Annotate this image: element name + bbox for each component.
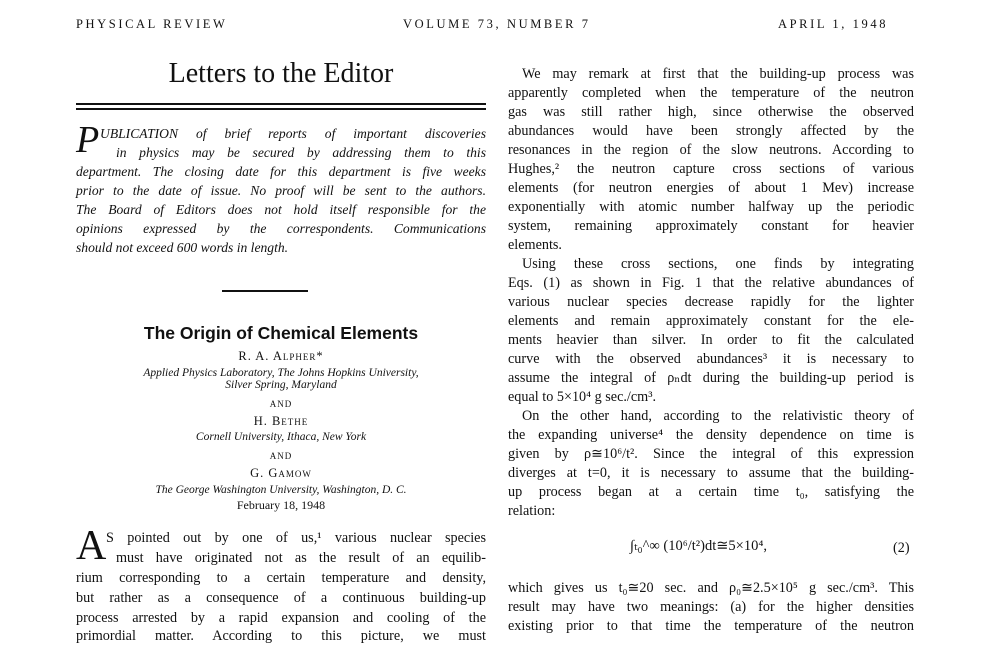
text-line: On the other hand, according to the relativistic theory of [522,408,914,424]
text-line: existing prior to that time the temperature of the neutron [508,618,914,634]
body-line: process arrested by a rapid expansion and cooling of the [76,610,486,626]
text-line: abundances would have been strongly affected by the [508,123,914,139]
text-line: We may remark at first that the building-up process was [522,66,914,82]
body-line: S pointed out by one of us,¹ various nuclear species [106,530,486,546]
equation: ∫ₜ₀^∞ (10⁶/t²)dt≅5×10⁴, [630,538,768,554]
section-title: Letters to the Editor [168,58,394,89]
text-line: apparently completed when the temperature of the neutron [508,85,914,101]
text-line: which gives us t₀≅20 sec. and ρ₀≅2.5×10⁵ g sec./cm³. This [508,580,914,596]
text-line: elements and remain approximately constant for the ele- [508,313,914,329]
author-affiliation: Cornell University, Ithaca, New York [195,431,367,443]
text-line: exponentially with atomic number halfway up the periodic [508,199,914,215]
author-name: R. A. Alpher* [238,349,324,363]
text-line: diverges at t=0, it is necessary to assume that the building- [508,465,914,481]
title-rule-top [76,103,486,105]
intro-line: in physics may be secured by addressing them to this [116,145,486,160]
intro-line: UBLICATION of brief reports of important discoveries [100,126,486,141]
text-line: Eqs. (1) as shown in Fig. 1 that the relative abundances of [508,275,914,291]
text-line: various nuclear species decrease rapidly for the lighter [508,294,914,310]
text-line: given by ρ≅10⁶/t². Since the integral of this expression [508,446,914,462]
intro-line: department. The closing date for this department is five weeks [76,164,486,179]
intro-line: should not exceed 600 words in length. [76,240,289,255]
author-affiliation: Silver Spring, Maryland [225,379,337,391]
issue-date: APRIL 1, 1948 [778,17,889,31]
author-affiliation: The George Washington University, Washington, D. C. [155,484,407,496]
journal-name: PHYSICAL REVIEW [76,17,228,31]
and-separator: AND [269,399,293,409]
separator-rule [222,290,308,292]
intro-line: The Board of Editors does not hold itself responsible for the [76,202,486,217]
text-line: elements (for neutron energies of about 1 Mev) increase [508,180,914,196]
text-line: assume the integral of ρₙdt during the building-up period is [508,370,914,386]
text-line: elements. [508,237,562,253]
article-title: The Origin of Chemical Elements [143,323,419,343]
volume-info: VOLUME 73, NUMBER 7 [403,17,591,31]
body-line: rium corresponding to a certain temperature and density, [76,570,486,586]
text-line: curve with the observed abundances³ it is necessary to [508,351,914,367]
body-dropcap: A [76,523,107,569]
text-line: system, remaining approximately constant for heavier [508,218,914,234]
text-line: ments heavier than silver. In order to fit the calculated [508,332,914,348]
intro-line: opinions expressed by the correspondents. Communications [76,221,486,236]
text-line: Hughes,² the neutron capture cross sections of various [508,161,914,177]
body-line: primordial matter. According to this picture, we must [76,628,486,644]
text-line: result may have two meanings: (a) for the higher densities [508,599,914,615]
author-name: G. Gamow [250,466,312,480]
title-rule-bottom [76,108,486,110]
intro-dropcap: P [76,119,100,161]
text-line: equal to 5×10⁴ g sec./cm³. [508,389,657,405]
author-affiliation: Applied Physics Laboratory, The Johns Hopkins University, [143,367,419,379]
author-name: H. Bethe [253,414,309,428]
intro-line: prior to the date of issue. No proof will be sent to the authors. [76,183,486,198]
text-line: relation: [508,503,556,519]
text-line: resonances in the region of the slow neutrons. According to [508,142,914,158]
text-line: the expanding universe⁴ the density dependence on time is [508,427,914,443]
body-line: must have originated not as the result of an equilib- [116,550,486,566]
body-line: but rather as a consequence of a continuous building-up [76,590,486,606]
text-line: up process began at a certain time t₀, satisfying the [508,484,914,500]
equation-number: (2) [893,540,910,556]
and-separator: AND [269,451,293,461]
received-date: February 18, 1948 [236,498,326,512]
text-line: Using these cross sections, one finds by integrating [522,256,914,272]
text-line: gas was still rather high, since otherwise the observed [508,104,914,120]
